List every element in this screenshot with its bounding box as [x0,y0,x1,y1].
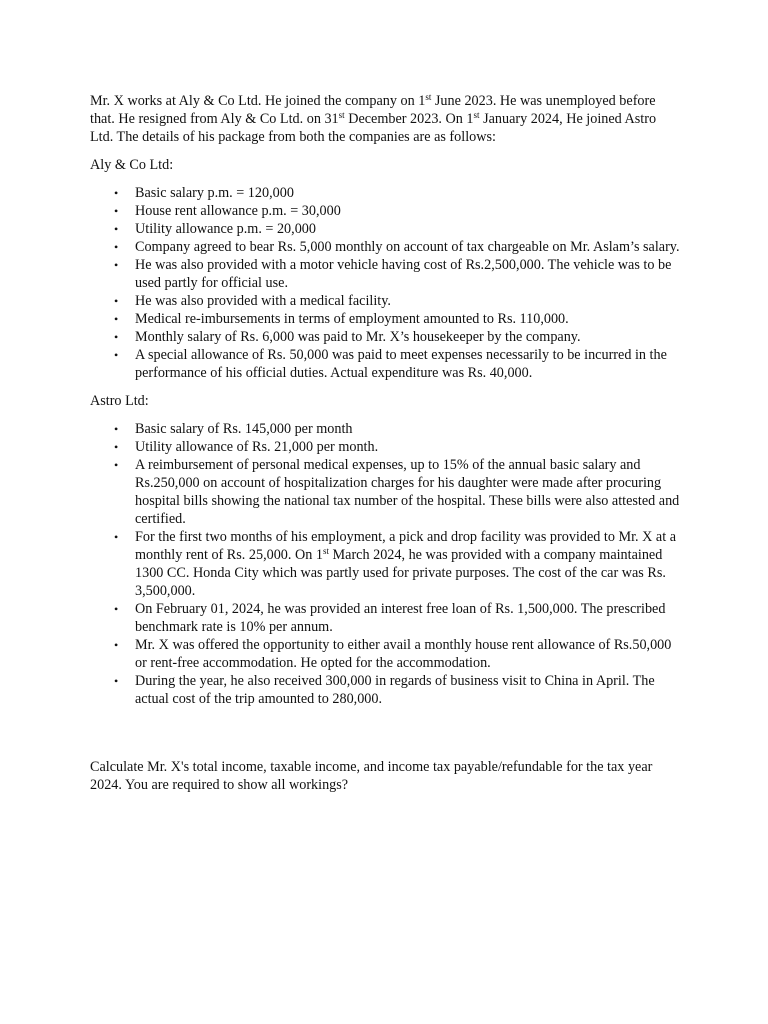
list-item-text: He was also provided with a medical facility. [135,293,391,309]
bullet-icon: • [114,222,119,236]
list-item [90,438,682,456]
bullet-icon: • [114,674,119,688]
bullet-icon: • [114,348,119,362]
intro-paragraph [90,92,682,146]
question-paragraph: Calculate Mr. X's total income, taxable income, and income tax payable/refundable for the tax year 2024. You are required to show all workings? [90,759,653,793]
bullet-icon: • [114,602,119,616]
list-item-text: House rent allowance p.m. = 30,000 [135,203,341,219]
ordinal-suffix: st [338,110,345,120]
list-item [90,184,682,202]
list-item-text: Mr. X was offered the opportunity to either avail a monthly house rent allowance of Rs.50,000 or rent-free accommodation. He opted for the accommodation. [135,637,672,671]
list-item [90,672,682,708]
bullet-icon: • [114,186,119,200]
list-item-text: He was also provided with a motor vehicle having cost of Rs.2,500,000. The vehicle was to be used partly for official use. [135,257,672,291]
ordinal-suffix: st [473,110,480,120]
list-item [90,328,682,346]
list-item-text: Medical re-imbursements in terms of employment amounted to Rs. 110,000. [135,311,569,327]
list-item-text: A reimbursement of personal medical expenses, up to 15% of the annual basic salary and Rs.250,000 on account of hospitalization charges for his daughter were made after procuring hospital bills showing the national tax number of the hospital. These bills were also attested and certified. [135,457,680,527]
list-item-text: During the year, he also received 300,000 in regards of business visit to China in April. The actual cost of the trip amounted to 280,000. [135,673,655,707]
intro-part-2: June 2023. He was unemployed before that. He resigned from Aly & Co Ltd. on 31 [90,93,656,127]
list-item-text: On February 01, 2024, he was provided an interest free loan of Rs. 1,500,000. The prescribed benchmark rate is 10% per annum. [135,601,666,635]
bullet-icon: • [114,312,119,326]
astro-package-list [90,420,682,708]
list-item-text [135,529,676,599]
list-item-text: Basic salary p.m. = 120,000 [135,185,294,201]
list-item [90,220,682,238]
document-page [90,92,682,794]
bullet-icon: • [114,530,119,544]
list-item [90,238,682,256]
list-item [90,292,682,310]
aly-section-title: Aly & Co Ltd: [90,157,174,173]
intro-part-3: December 2023. On 1 [344,111,474,127]
list-item [90,310,682,328]
bullet-icon: • [114,258,119,272]
list-item-text: Company agreed to bear Rs. 5,000 monthly on account of tax chargeable on Mr. Aslam’s salary. [135,239,680,255]
list-item [90,202,682,220]
list-item-text: Utility allowance p.m. = 20,000 [135,221,316,237]
bullet-icon: • [114,204,119,218]
list-item [90,456,682,528]
bullet-icon: • [114,458,119,472]
bullet-icon: • [114,294,119,308]
list-item [90,346,682,382]
intro-part-4: January 2024, He joined Astro Ltd. The details of his package from both the companies are as follows: [90,111,657,145]
list-item-text: A special allowance of Rs. 50,000 was paid to meet expenses necessarily to be incurred in the performance of his official duties. Actual expenditure was Rs. 40,000. [135,347,667,381]
list-item-text: Basic salary of Rs. 145,000 per month [135,421,353,437]
bullet-icon: • [114,330,119,344]
list-item-text-part-2: March 2024, he was provided with a company maintained 1300 CC. Honda City which was partly used for private purposes. The cost of the car was Rs. 3,500,000. [135,547,666,599]
list-item [90,528,682,600]
bullet-icon: • [114,638,119,652]
list-item-text: Monthly salary of Rs. 6,000 was paid to Mr. X’s housekeeper by the company. [135,329,581,345]
intro-part-1: Mr. X works at Aly & Co Ltd. He joined the company on 1 [90,93,426,109]
bullet-icon: • [114,440,119,454]
bullet-icon: • [114,422,119,436]
astro-section-title: Astro Ltd: [90,393,149,409]
list-item-text: Utility allowance of Rs. 21,000 per month. [135,439,379,455]
aly-package-list [90,184,682,382]
blank-space [90,718,682,758]
list-item [90,420,682,438]
ordinal-suffix: st [322,546,329,556]
list-item [90,636,682,672]
bullet-icon: • [114,240,119,254]
list-item [90,600,682,636]
ordinal-suffix: st [425,92,432,102]
list-item-text-part-1: For the first two months of his employment, a pick and drop facility was provided to Mr. X at a monthly rent of Rs. 25,000. On 1 [135,529,677,563]
list-item [90,256,682,292]
